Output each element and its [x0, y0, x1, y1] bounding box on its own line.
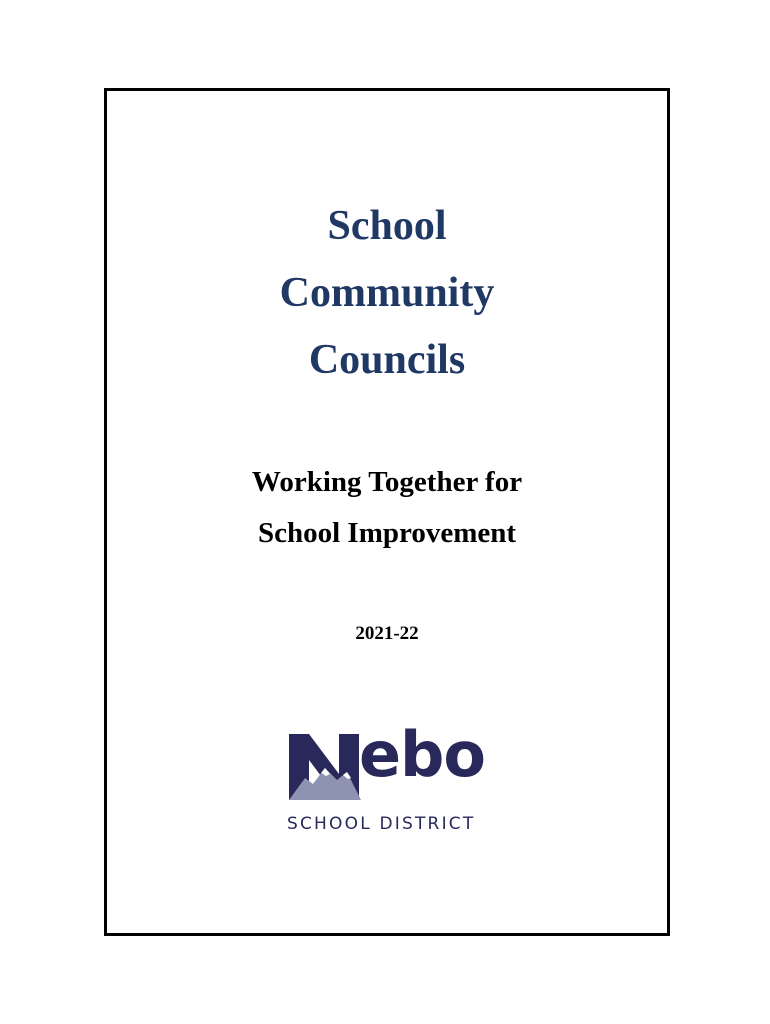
title-line-1: School	[327, 203, 447, 249]
page-border	[104, 88, 670, 936]
subtitle-line-2: School Improvement	[257, 517, 517, 549]
school-year: 2021-22	[355, 623, 419, 644]
subtitle-line-1: Working Together for	[251, 466, 523, 498]
logo-wordmark: ebo	[359, 718, 486, 791]
nebo-logo	[287, 718, 507, 848]
nebo-n-mountain-icon	[287, 732, 367, 802]
title-line-2: Community	[279, 270, 495, 316]
logo-subtitle: SCHOOL DISTRICT	[287, 814, 476, 834]
title-line-3: Councils	[308, 337, 466, 383]
